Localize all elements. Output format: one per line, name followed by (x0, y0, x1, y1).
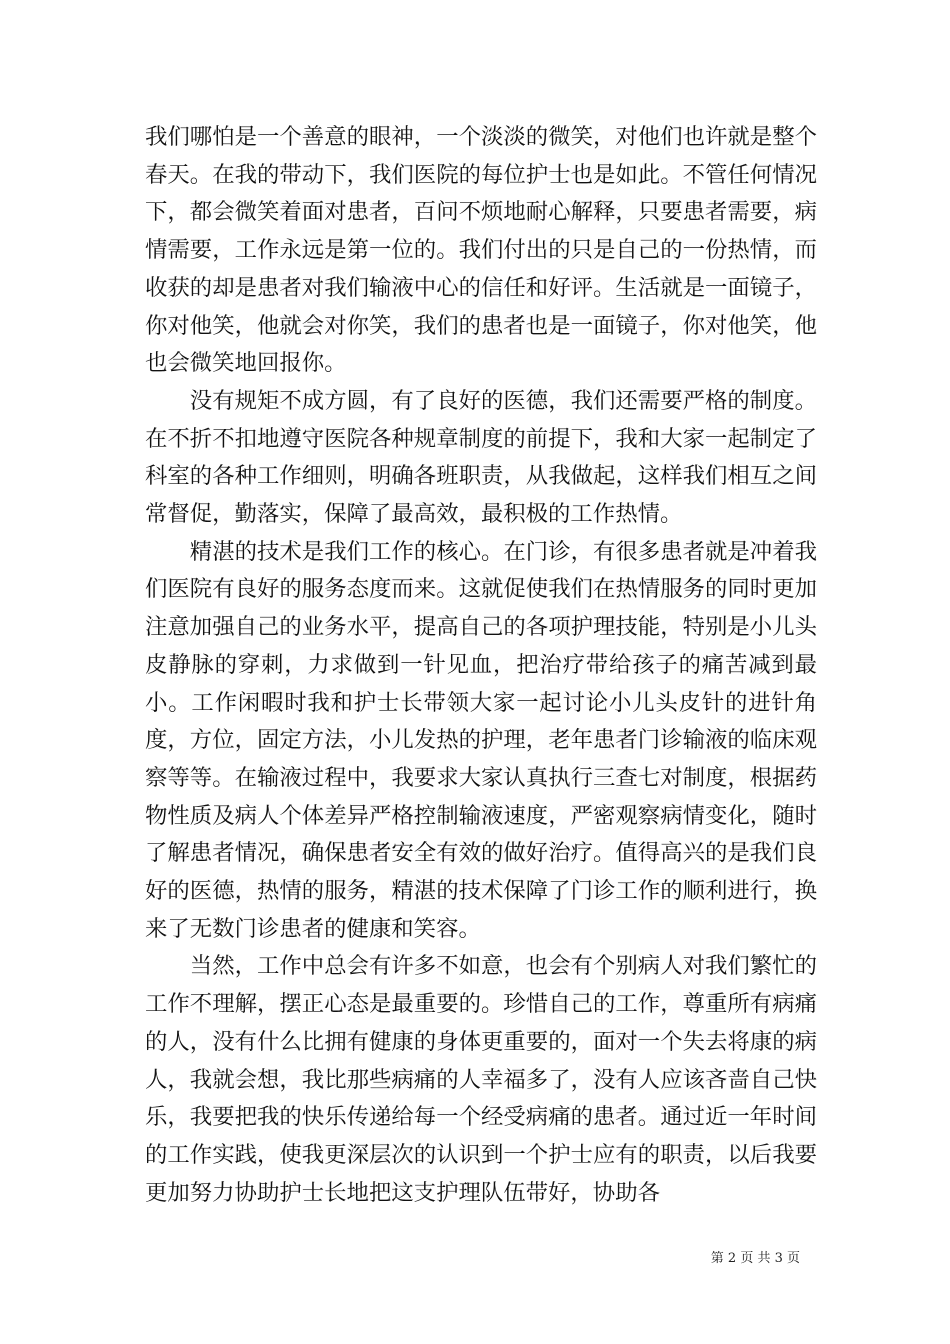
paragraph-2: 没有规矩不成方圆，有了良好的医德，我们还需要严格的制度。在不折不扣地遵守医院各种规章制度的前提下，我和大家一起制定了科室的各种工作细则，明确各班职责，从我做起，这样我们相互之间常督促，勤落实，保障了最高效，最积极的工作热情。 (145, 387, 817, 528)
document-body (145, 119, 817, 1212)
page-number-label: 第 2 页 共 3 页 (710, 1251, 800, 1266)
paragraph-3: 精湛的技术是我们工作的核心。在门诊，有很多患者就是冲着我们医院有良好的服务态度而来。这就促使我们在热情服务的同时更加注意加强自己的业务水平，提高自己的各项护理技能，特别是小儿头皮静脉的穿刺，力求做到一针见血，把治疗带给孩子的痛苦减到最小。工作闲暇时我和护士长带领大家一起讨论小儿头皮针的进针角度，方位，固定方法，小儿发热的护理，老年患者门诊输液的临床观察等等。在输液过程中，我要求大家认真执行三查七对制度，根据药物性质及病人个体差异严格控制输液速度，严密观察病情变化，随时了解患者情况，确保患者安全有效的做好治疗。值得高兴的是我们良好的医德，热情的服务，精湛的技术保障了门诊工作的顺利进行，换来了无数门诊患者的健康和笑容。 (145, 538, 817, 942)
page-number-footer (711, 1247, 800, 1266)
paragraph-1: 我们哪怕是一个善意的眼神，一个淡淡的微笑，对他们也许就是整个春天。在我的带动下，我们医院的每位护士也是如此。不管任何情况下，都会微笑着面对患者，百问不烦地耐心解释，只要患者需要，病情需要，工作永远是第一位的。我们付出的只是自己的一份热情，而收获的却是患者对我们输液中心的信任和好评。生活就是一面镜子，你对他笑，他就会对你笑，我们的患者也是一面镜子，你对他笑，他也会微笑地回报你。 (145, 124, 817, 377)
paragraph-4: 当然，工作中总会有许多不如意，也会有个别病人对我们繁忙的工作不理解，摆正心态是最重要的。珍惜自己的工作，尊重所有病痛的人，没有什么比拥有健康的身体更重要的，面对一个失去将康的病人，我就会想，我比那些病痛的人幸福多了，没有人应该吝啬自己快乐，我要把我的快乐传递给每一个经受病痛的患者。通过近一年时间的工作实践，使我更深层次的认识到一个护士应有的职责，以后我要更加努力协助护士长地把这支护理队伍带好，协助各 (145, 953, 817, 1206)
